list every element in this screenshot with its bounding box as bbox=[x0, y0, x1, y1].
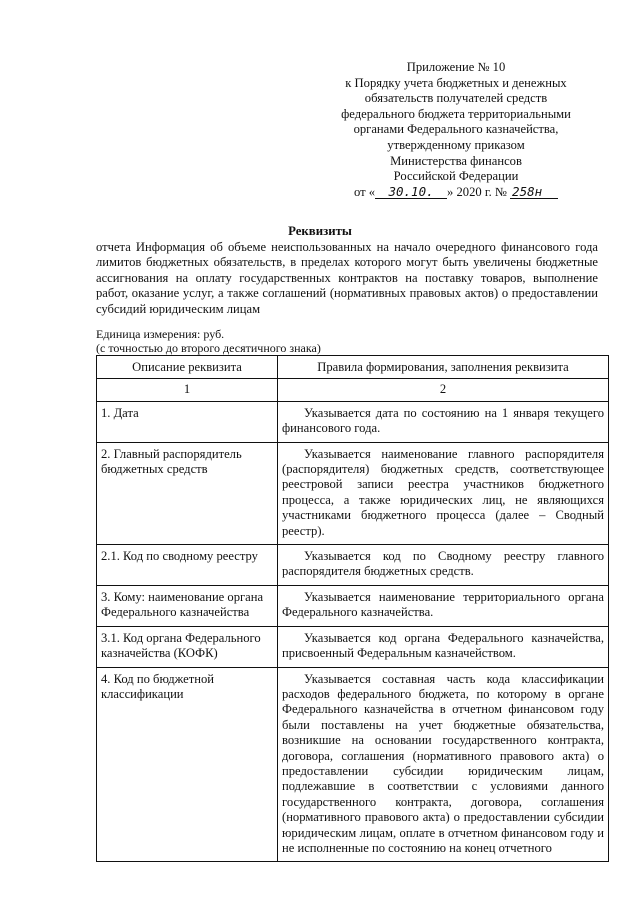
table-row bbox=[97, 401, 609, 442]
requisite-name: 3. Кому: наименование органа Федерального казначейства bbox=[97, 585, 278, 626]
requisite-rule: Указывается наименование главного распорядителя (распорядителя) бюджетных средств, соответствующее реестровой записи реестра участников бюджетного процесса, а также юридических лиц, не являющихся участниками бюджетного процесса (далее – Сводный реестр). bbox=[278, 442, 609, 544]
annex-line: Приложение № 10 bbox=[406, 60, 506, 74]
handwritten-order-number: 258н bbox=[510, 185, 558, 199]
column-number-row bbox=[97, 379, 609, 401]
annex-line: утвержденному приказом bbox=[387, 137, 525, 152]
handwritten-date: 30.10. bbox=[375, 185, 447, 199]
requisite-rule: Указывается дата по состоянию на 1 января текущего финансового года. bbox=[278, 401, 609, 442]
document-description: отчета Информация об объеме неиспользованных на начало очередного финансового года лимитов бюджетных обязательств, в пределах которого могут быть увеличены бюджетные ассигнования на оплату государственных контрактов на поставку товаров, выполнение работ, оказание услуг, а также соглашений (нормативных правовых актов) о предоставлении субсидий юридическим лицам bbox=[96, 240, 598, 316]
annex-line: федерального бюджета территориальными bbox=[341, 106, 571, 121]
annex-line: Министерства финансов bbox=[390, 153, 522, 168]
annex-line: органами Федерального казначейства, bbox=[353, 122, 559, 137]
header-rules: Правила формирования, заполнения реквизита bbox=[278, 356, 609, 379]
date-suffix: » 2020 г. № bbox=[447, 184, 507, 199]
annex-line: Российской Федерации bbox=[393, 169, 519, 184]
table-row bbox=[97, 667, 609, 862]
requisite-rule: Указывается код органа Федерального казначейства, присвоенный Федеральным казначейством. bbox=[278, 626, 609, 667]
unit-line: Единица измерения: руб. bbox=[96, 327, 225, 341]
table-row bbox=[97, 545, 609, 586]
requisite-name: 1. Дата bbox=[97, 401, 278, 442]
document-heading: Реквизиты bbox=[288, 224, 352, 238]
requisite-name: 3.1. Код органа Федерального казначейства (КОФК) bbox=[97, 626, 278, 667]
requisite-rule: Указывается код по Сводному реестру главного распорядителя бюджетных средств. bbox=[278, 545, 609, 586]
requisite-name: 4. Код по бюджетной классификации bbox=[97, 667, 278, 862]
column-number: 2 bbox=[278, 379, 609, 401]
table-row bbox=[97, 626, 609, 667]
table-header-row bbox=[97, 356, 609, 379]
unit-precision-line: (с точностью до второго десятичного знака) bbox=[96, 340, 321, 355]
requisite-name: 2.1. Код по сводному реестру bbox=[97, 545, 278, 586]
measurement-unit bbox=[96, 328, 426, 355]
requisites-table bbox=[96, 355, 609, 862]
table-row bbox=[97, 585, 609, 626]
requisite-rule: Указывается наименование территориального органа Федерального казначейства. bbox=[278, 585, 609, 626]
annex-header bbox=[328, 60, 584, 200]
table-row bbox=[97, 442, 609, 544]
annex-line: обязательств получателей средств bbox=[364, 91, 548, 106]
column-number: 1 bbox=[97, 379, 278, 401]
annex-date-line bbox=[328, 185, 584, 201]
requisite-rule: Указывается составная часть кода классификации расходов федерального бюджета, по которому в органе Федерального казначейства в отчетном финансовом году были поставлены на учет бюджетные обязательства, возникшие на основании государственного контракта, договора, соглашения (нормативного правового акта) о предоставлении субсидии юридическим лицам, подлежавшие в соответствии с условиями данного государственного контракта, договора, соглашения (нормативного правового акта) о предоставлении субсидии юридическим лицам, оплате в отчетном финансовом году и не исполненные по состоянию на конец отчетного bbox=[278, 667, 609, 862]
date-prefix: от « bbox=[353, 184, 376, 199]
header-description: Описание реквизита bbox=[97, 356, 278, 379]
annex-line: к Порядку учета бюджетных и денежных bbox=[345, 75, 567, 90]
requisite-name: 2. Главный распорядитель бюджетных средств bbox=[97, 442, 278, 544]
